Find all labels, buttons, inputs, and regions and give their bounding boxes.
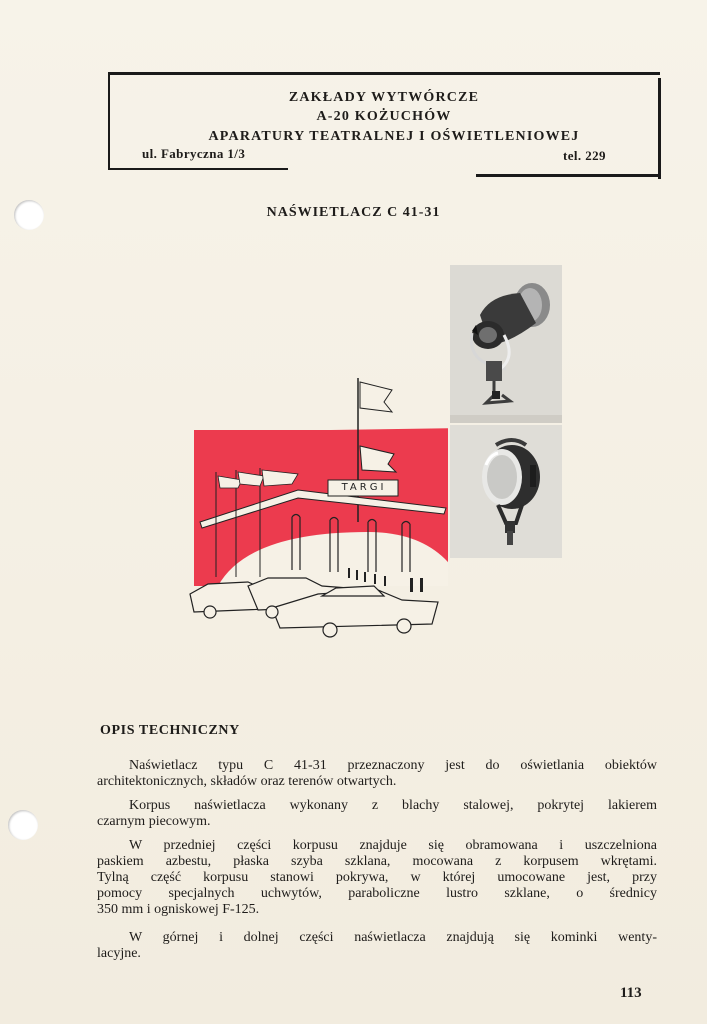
- letterhead-bottom-rule-left: [108, 168, 288, 170]
- floodlight-photo-bottom: [450, 425, 562, 558]
- paragraph-line: czarnym piecowym.: [97, 814, 211, 829]
- paragraph-4: [97, 930, 657, 962]
- paragraph-line: Korpus naświetlacza wykonany z blachy stalowej, pokrytej lakierem: [129, 798, 657, 813]
- letterhead: [108, 72, 660, 172]
- paragraph-2: [97, 798, 657, 830]
- company-address: ul. Fabryczna 1/3: [142, 146, 246, 161]
- punch-hole-bottom: [8, 810, 38, 840]
- letterhead-bottom-rule-right: [476, 174, 661, 177]
- letterhead-top-rule: [108, 72, 660, 75]
- trade-fair-illustration: [188, 372, 448, 647]
- paragraph-line: Naświetlacz typu C 41-31 przeznaczony jest do oświetlania obiektów: [129, 758, 657, 773]
- company-location: A-20 KOŻUCHÓW: [316, 109, 452, 124]
- paragraph-1: [97, 758, 657, 790]
- paragraph-line: 350 mm i ogniskowej F-125.: [97, 902, 260, 917]
- paragraph-line: pomocy specjalnych uchwytów, paraboliczne lustro szklane, o średnicy: [97, 886, 657, 901]
- product-title: NAŚWIETLACZ C 41-31: [266, 205, 441, 220]
- section-heading: OPIS TECHNICZNY: [100, 723, 240, 738]
- page-number: 113: [620, 985, 642, 1001]
- company-activity: APARATURY TEATRALNEJ I OŚWIETLENIOWEJ: [208, 129, 580, 144]
- paragraph-line: W przedniej części korpusu znajduje się obramowana i uszczelniona: [129, 838, 657, 853]
- paragraph-line: paskiem azbestu, płaska szyba szklana, mocowana z korpusem wkrętami.: [97, 854, 657, 869]
- paragraph-line: W górnej i dolnej części naświetlacza znajdują się kominki wenty-: [129, 930, 657, 945]
- company-phone: tel. 229: [563, 148, 606, 163]
- paragraph-3: [97, 838, 657, 918]
- company-name: ZAKŁADY WYTWÓRCZE: [288, 90, 480, 105]
- paragraph-line: architektonicznych, składów oraz terenów otwartych.: [97, 774, 397, 789]
- sign-text: TARGI: [341, 482, 387, 493]
- paragraph-line: lacyjne.: [97, 946, 141, 961]
- floodlight-photo-top: [450, 265, 562, 423]
- paragraph-line: Tylną część korpusu stanowi pokrywa, w której umocowane jest, przy: [97, 870, 657, 885]
